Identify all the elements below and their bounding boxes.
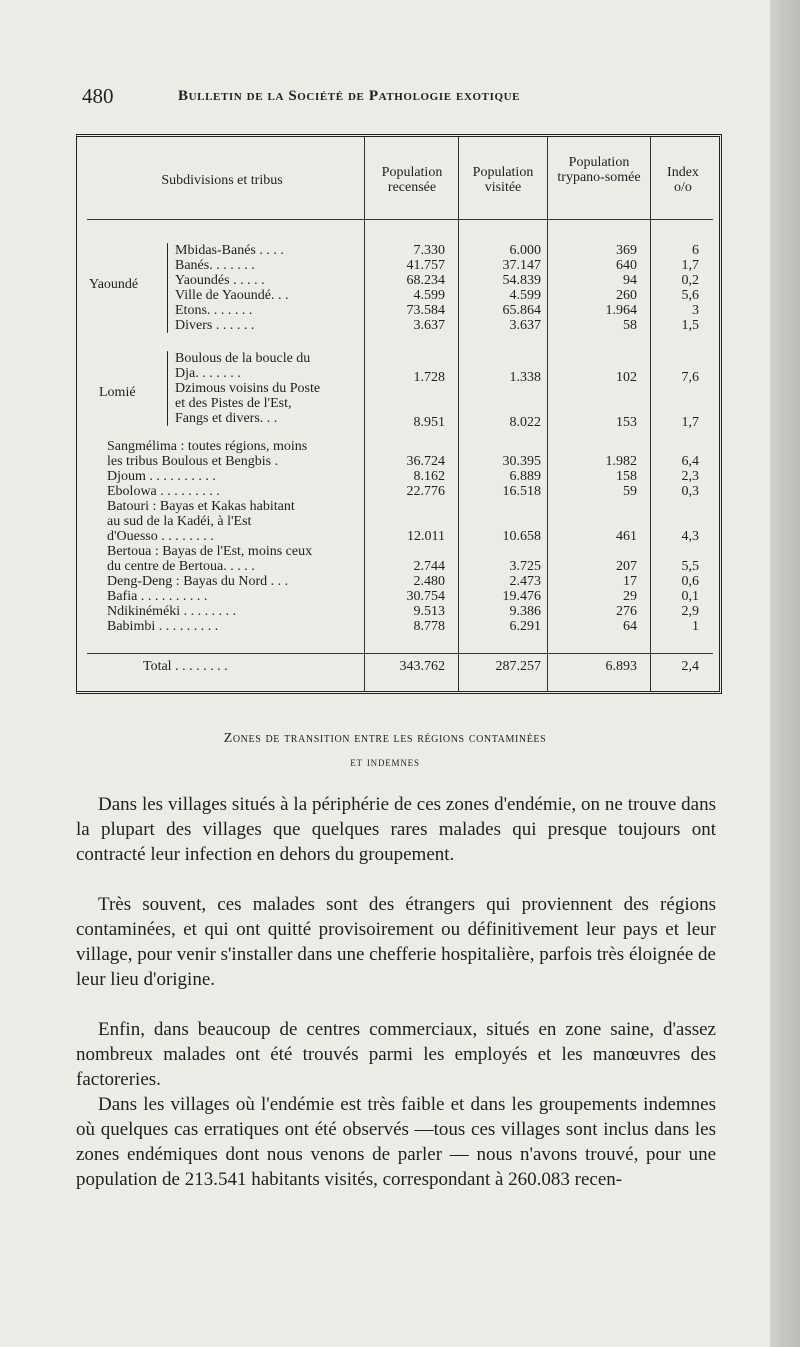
row-label: Babimbi . . . . . . . . . <box>107 619 219 634</box>
column-divider <box>364 137 365 691</box>
total-rule <box>87 653 713 654</box>
cell-index: 5,5 <box>681 559 699 574</box>
cell-index: 2,3 <box>681 469 699 484</box>
row-label: du centre de Bertoua. . . . . <box>107 559 255 574</box>
cell-recensee: 3.637 <box>413 318 445 333</box>
column-header-trypanosomee: Population trypano-somée <box>557 155 641 185</box>
cell-trypano: 260 <box>616 288 637 303</box>
cell-visitee: 3.637 <box>509 318 541 333</box>
section-title: Zones de transition entre les régions contaminées <box>223 731 547 746</box>
row-label: Dja. . . . . . . <box>175 366 241 381</box>
cell-index: 0,2 <box>681 273 699 288</box>
row-label: Banés. . . . . . . <box>175 258 255 273</box>
cell-trypano: 158 <box>616 469 637 484</box>
row-label: Bafia . . . . . . . . . . <box>107 589 208 604</box>
cell-recensee: 2.744 <box>413 559 445 574</box>
cell-trypano: 1.964 <box>605 303 637 318</box>
total-index: 2,4 <box>681 659 699 674</box>
cell-visitee: 10.658 <box>502 529 541 544</box>
cell-trypano: 461 <box>616 529 637 544</box>
cell-visitee: 4.599 <box>509 288 541 303</box>
cell-recensee: 8.778 <box>413 619 445 634</box>
cell-recensee: 68.234 <box>406 273 445 288</box>
section-subtitle: et indemnes <box>350 754 420 769</box>
cell-visitee: 2.473 <box>509 574 541 589</box>
cell-recensee: 30.754 <box>406 589 445 604</box>
cell-visitee: 19.476 <box>502 589 541 604</box>
cell-trypano: 29 <box>623 589 637 604</box>
cell-visitee: 6.000 <box>509 243 541 258</box>
group-brace <box>167 351 168 426</box>
row-label: Djoum . . . . . . . . . . <box>107 469 216 484</box>
paragraph: Enfin, dans beaucoup de centres commerciaux, situés en zone saine, d'assez nombreux malades ont été trouvés parmi les employés et les manœuvres des factoreries. <box>76 1019 716 1090</box>
header-rule <box>87 219 713 220</box>
cell-trypano: 153 <box>616 415 637 430</box>
group-label: Lomié <box>99 385 136 400</box>
cell-recensee: 22.776 <box>406 484 445 499</box>
cell-trypano: 59 <box>623 484 637 499</box>
total-trypano: 6.893 <box>605 659 637 674</box>
cell-visitee: 16.518 <box>502 484 541 499</box>
cell-recensee: 4.599 <box>413 288 445 303</box>
column-header-index: Index o/o <box>667 165 699 195</box>
cell-index: 1,7 <box>681 415 699 430</box>
cell-visitee: 6.889 <box>509 469 541 484</box>
cell-recensee: 12.011 <box>407 529 445 544</box>
cell-recensee: 73.584 <box>406 303 445 318</box>
cell-trypano: 17 <box>623 574 637 589</box>
cell-index: 0,3 <box>681 484 699 499</box>
cell-trypano: 640 <box>616 258 637 273</box>
cell-recensee: 9.513 <box>413 604 445 619</box>
cell-trypano: 102 <box>616 370 637 385</box>
cell-trypano: 276 <box>616 604 637 619</box>
cell-trypano: 207 <box>616 559 637 574</box>
row-label: et des Pistes de l'Est, <box>175 396 292 411</box>
total-recensee: 343.762 <box>399 659 445 674</box>
cell-index: 1,5 <box>681 318 699 333</box>
cell-visitee: 6.291 <box>509 619 541 634</box>
cell-index: 5,6 <box>681 288 699 303</box>
row-label: Dzimous voisins du Poste <box>175 381 321 396</box>
column-header-recensee: Population recensée <box>381 165 443 195</box>
cell-trypano: 64 <box>623 619 637 634</box>
cell-visitee: 1.338 <box>509 370 541 385</box>
cell-visitee: 37.147 <box>502 258 541 273</box>
paragraph: Très souvent, ces malades sont des étrangers qui proviennent des régions contaminées, et qui ont quitté provisoirement ou définitivement leur pays et leur village, pour venir s'installer dans une chefferie hospitalière, parfois très éloignée de leur lieu d'origine. <box>76 894 716 990</box>
row-label: Etons. . . . . . . <box>175 303 253 318</box>
cell-index: 0,1 <box>681 589 699 604</box>
row-label: Yaoundés . . . . . <box>175 273 265 288</box>
page-edge <box>770 0 800 1347</box>
row-label: Fangs et divers. . . <box>175 411 278 426</box>
row-label: au sud de la Kadéi, à l'Est <box>107 514 252 529</box>
column-header-visitee: Population visitée <box>472 165 534 195</box>
cell-trypano: 369 <box>616 243 637 258</box>
row-label: Divers . . . . . . <box>175 318 255 333</box>
cell-visitee: 54.839 <box>502 273 541 288</box>
cell-recensee: 8.162 <box>413 469 445 484</box>
cell-visitee: 3.725 <box>509 559 541 574</box>
page-header <box>82 84 722 114</box>
row-label: Mbidas-Banés . . . . <box>175 243 284 258</box>
cell-visitee: 65.864 <box>502 303 541 318</box>
cell-index: 2,9 <box>681 604 699 619</box>
cell-trypano: 1.982 <box>605 454 637 469</box>
row-label: Ndikinéméki . . . . . . . . <box>107 604 237 619</box>
row-label: Batouri : Bayas et Kakas habitant <box>107 499 295 514</box>
row-label: Ville de Yaoundé. . . <box>175 288 289 303</box>
page-number: 480 <box>82 84 114 108</box>
cell-recensee: 7.330 <box>413 243 445 258</box>
row-label: d'Ouesso . . . . . . . . <box>107 529 214 544</box>
cell-index: 4,3 <box>681 529 699 544</box>
cell-index: 0,6 <box>681 574 699 589</box>
row-label: Sangmélima : toutes régions, moins <box>107 439 308 454</box>
paragraph: Dans les villages où l'endémie est très faible et dans les groupements indemnes où quelques cas erratiques ont été observés —tous ces villages sont inclus dans les zones endémiques dont nous venons de parler — nous n'avons trouvé, pour une population de 213.541 habitants visités, correspondant à 260.083 recen- <box>76 1094 716 1190</box>
cell-visitee: 30.395 <box>502 454 541 469</box>
cell-recensee: 36.724 <box>406 454 445 469</box>
cell-visitee: 8.022 <box>509 415 541 430</box>
cell-recensee: 41.757 <box>406 258 445 273</box>
cell-index: 1 <box>692 619 699 634</box>
total-visitee: 287.257 <box>495 659 541 674</box>
cell-recensee: 2.480 <box>413 574 445 589</box>
group-brace <box>167 243 168 333</box>
row-label: Deng-Deng : Bayas du Nord . . . <box>107 574 289 589</box>
cell-recensee: 1.728 <box>413 370 445 385</box>
population-table <box>76 134 722 694</box>
column-divider <box>458 137 459 691</box>
column-divider <box>650 137 651 691</box>
row-label: Boulous de la boucle du <box>175 351 311 366</box>
cell-visitee: 9.386 <box>509 604 541 619</box>
row-label: Ebolowa . . . . . . . . . <box>107 484 220 499</box>
column-divider <box>547 137 548 691</box>
cell-index: 6 <box>692 243 699 258</box>
column-header-subdivisions: Subdivisions et tribus <box>161 173 283 188</box>
cell-trypano: 58 <box>623 318 637 333</box>
paragraph: Dans les villages situés à la périphérie de ces zones d'endémie, on ne trouve dans la plupart des villages que quelques rares malades qui presque toujours ont contracté leur infection en dehors du groupement. <box>76 794 716 865</box>
row-label: Bertoua : Bayas de l'Est, moins ceux <box>107 544 313 559</box>
cell-index: 3 <box>692 303 699 318</box>
cell-index: 7,6 <box>681 370 699 385</box>
cell-recensee: 8.951 <box>413 415 445 430</box>
cell-index: 6,4 <box>681 454 699 469</box>
cell-trypano: 94 <box>623 273 637 288</box>
row-label: les tribus Boulous et Bengbis . <box>107 454 279 469</box>
total-label: Total . . . . . . . . <box>143 659 228 674</box>
group-label: Yaoundé <box>89 277 139 292</box>
cell-index: 1,7 <box>681 258 699 273</box>
running-title: Bulletin de la Société de Pathologie exotique <box>178 88 521 104</box>
